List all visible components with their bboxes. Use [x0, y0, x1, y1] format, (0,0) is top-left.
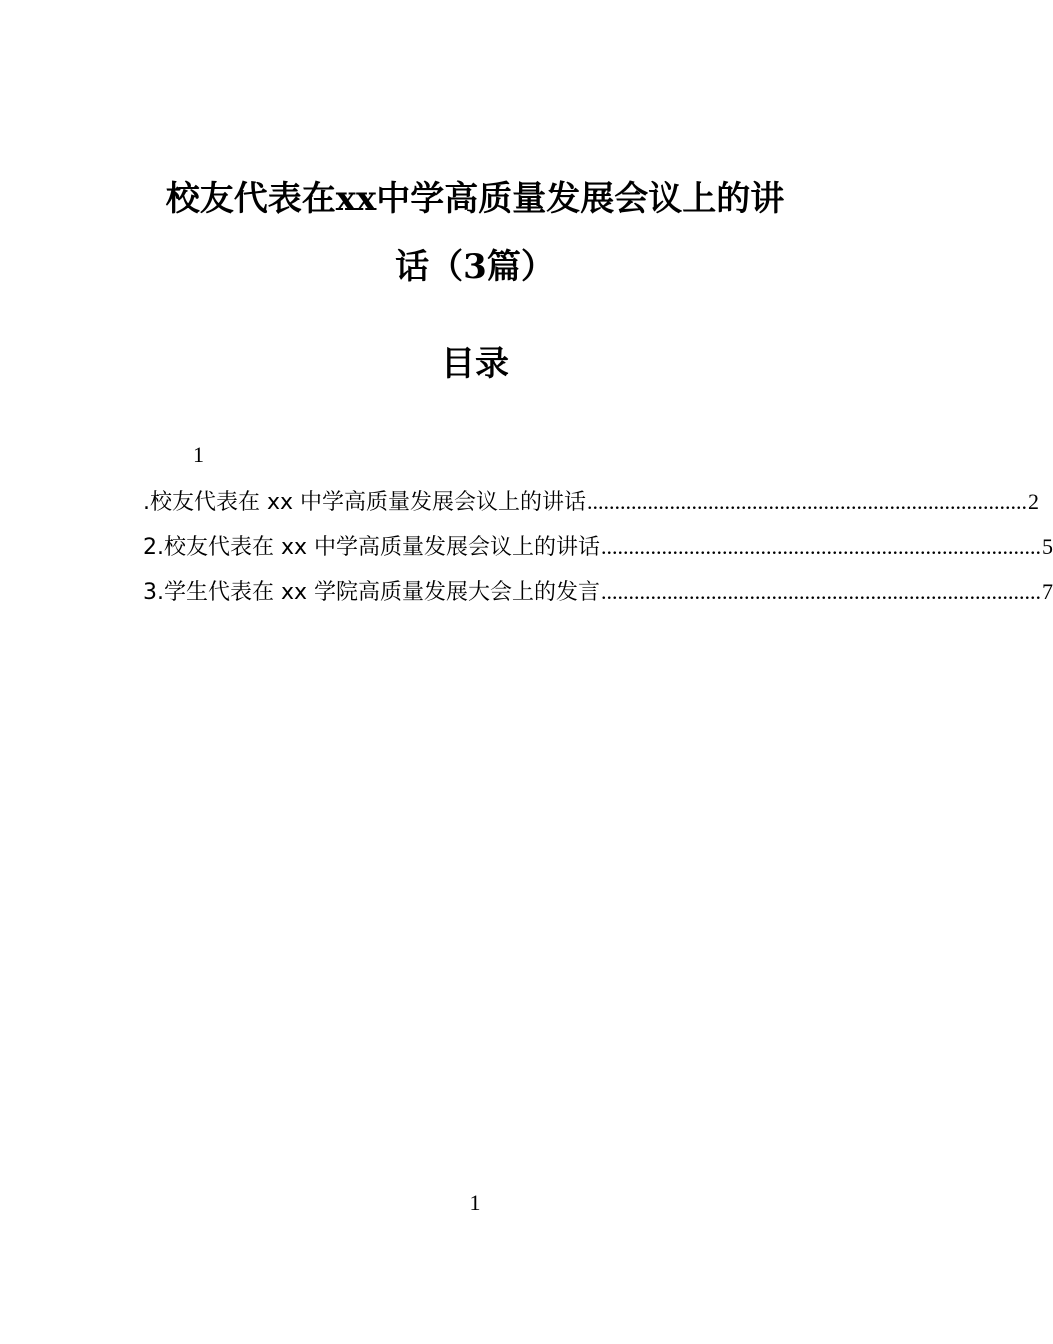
toc-entry-page-number: 2: [1028, 489, 1040, 514]
document-title-line-1: 校友代表在xx中学高质量发展会议上的讲: [165, 179, 785, 219]
page-number: 1: [469, 1190, 481, 1215]
toc-entry-title: 3.学生代表在 xx 学院高质量发展大会上的发言: [143, 580, 601, 605]
toc-stray-number: 1: [193, 442, 204, 467]
toc-entry-page-number: 7: [1042, 579, 1053, 604]
toc-entry-2[interactable]: [143, 528, 1053, 573]
toc-dot-leader: ................................................................................: [601, 534, 1042, 559]
toc-dot-leader: ................................................................................: [601, 579, 1042, 604]
document-title-line-2: 话（3篇）: [395, 247, 555, 287]
table-of-contents: [143, 483, 1053, 618]
toc-entry-page-number: 5: [1042, 534, 1053, 559]
toc-entry-title: .校友代表在 xx 中学高质量发展会议上的讲话: [143, 490, 587, 515]
toc-entry-3[interactable]: [143, 573, 1053, 618]
document-title: [140, 165, 810, 301]
toc-heading: 目录: [441, 344, 509, 384]
toc-dot-leader: ................................................................................: [587, 489, 1028, 514]
toc-entry-title: 2.校友代表在 xx 中学高质量发展会议上的讲话: [143, 535, 601, 560]
toc-entry-1[interactable]: [143, 483, 1040, 528]
